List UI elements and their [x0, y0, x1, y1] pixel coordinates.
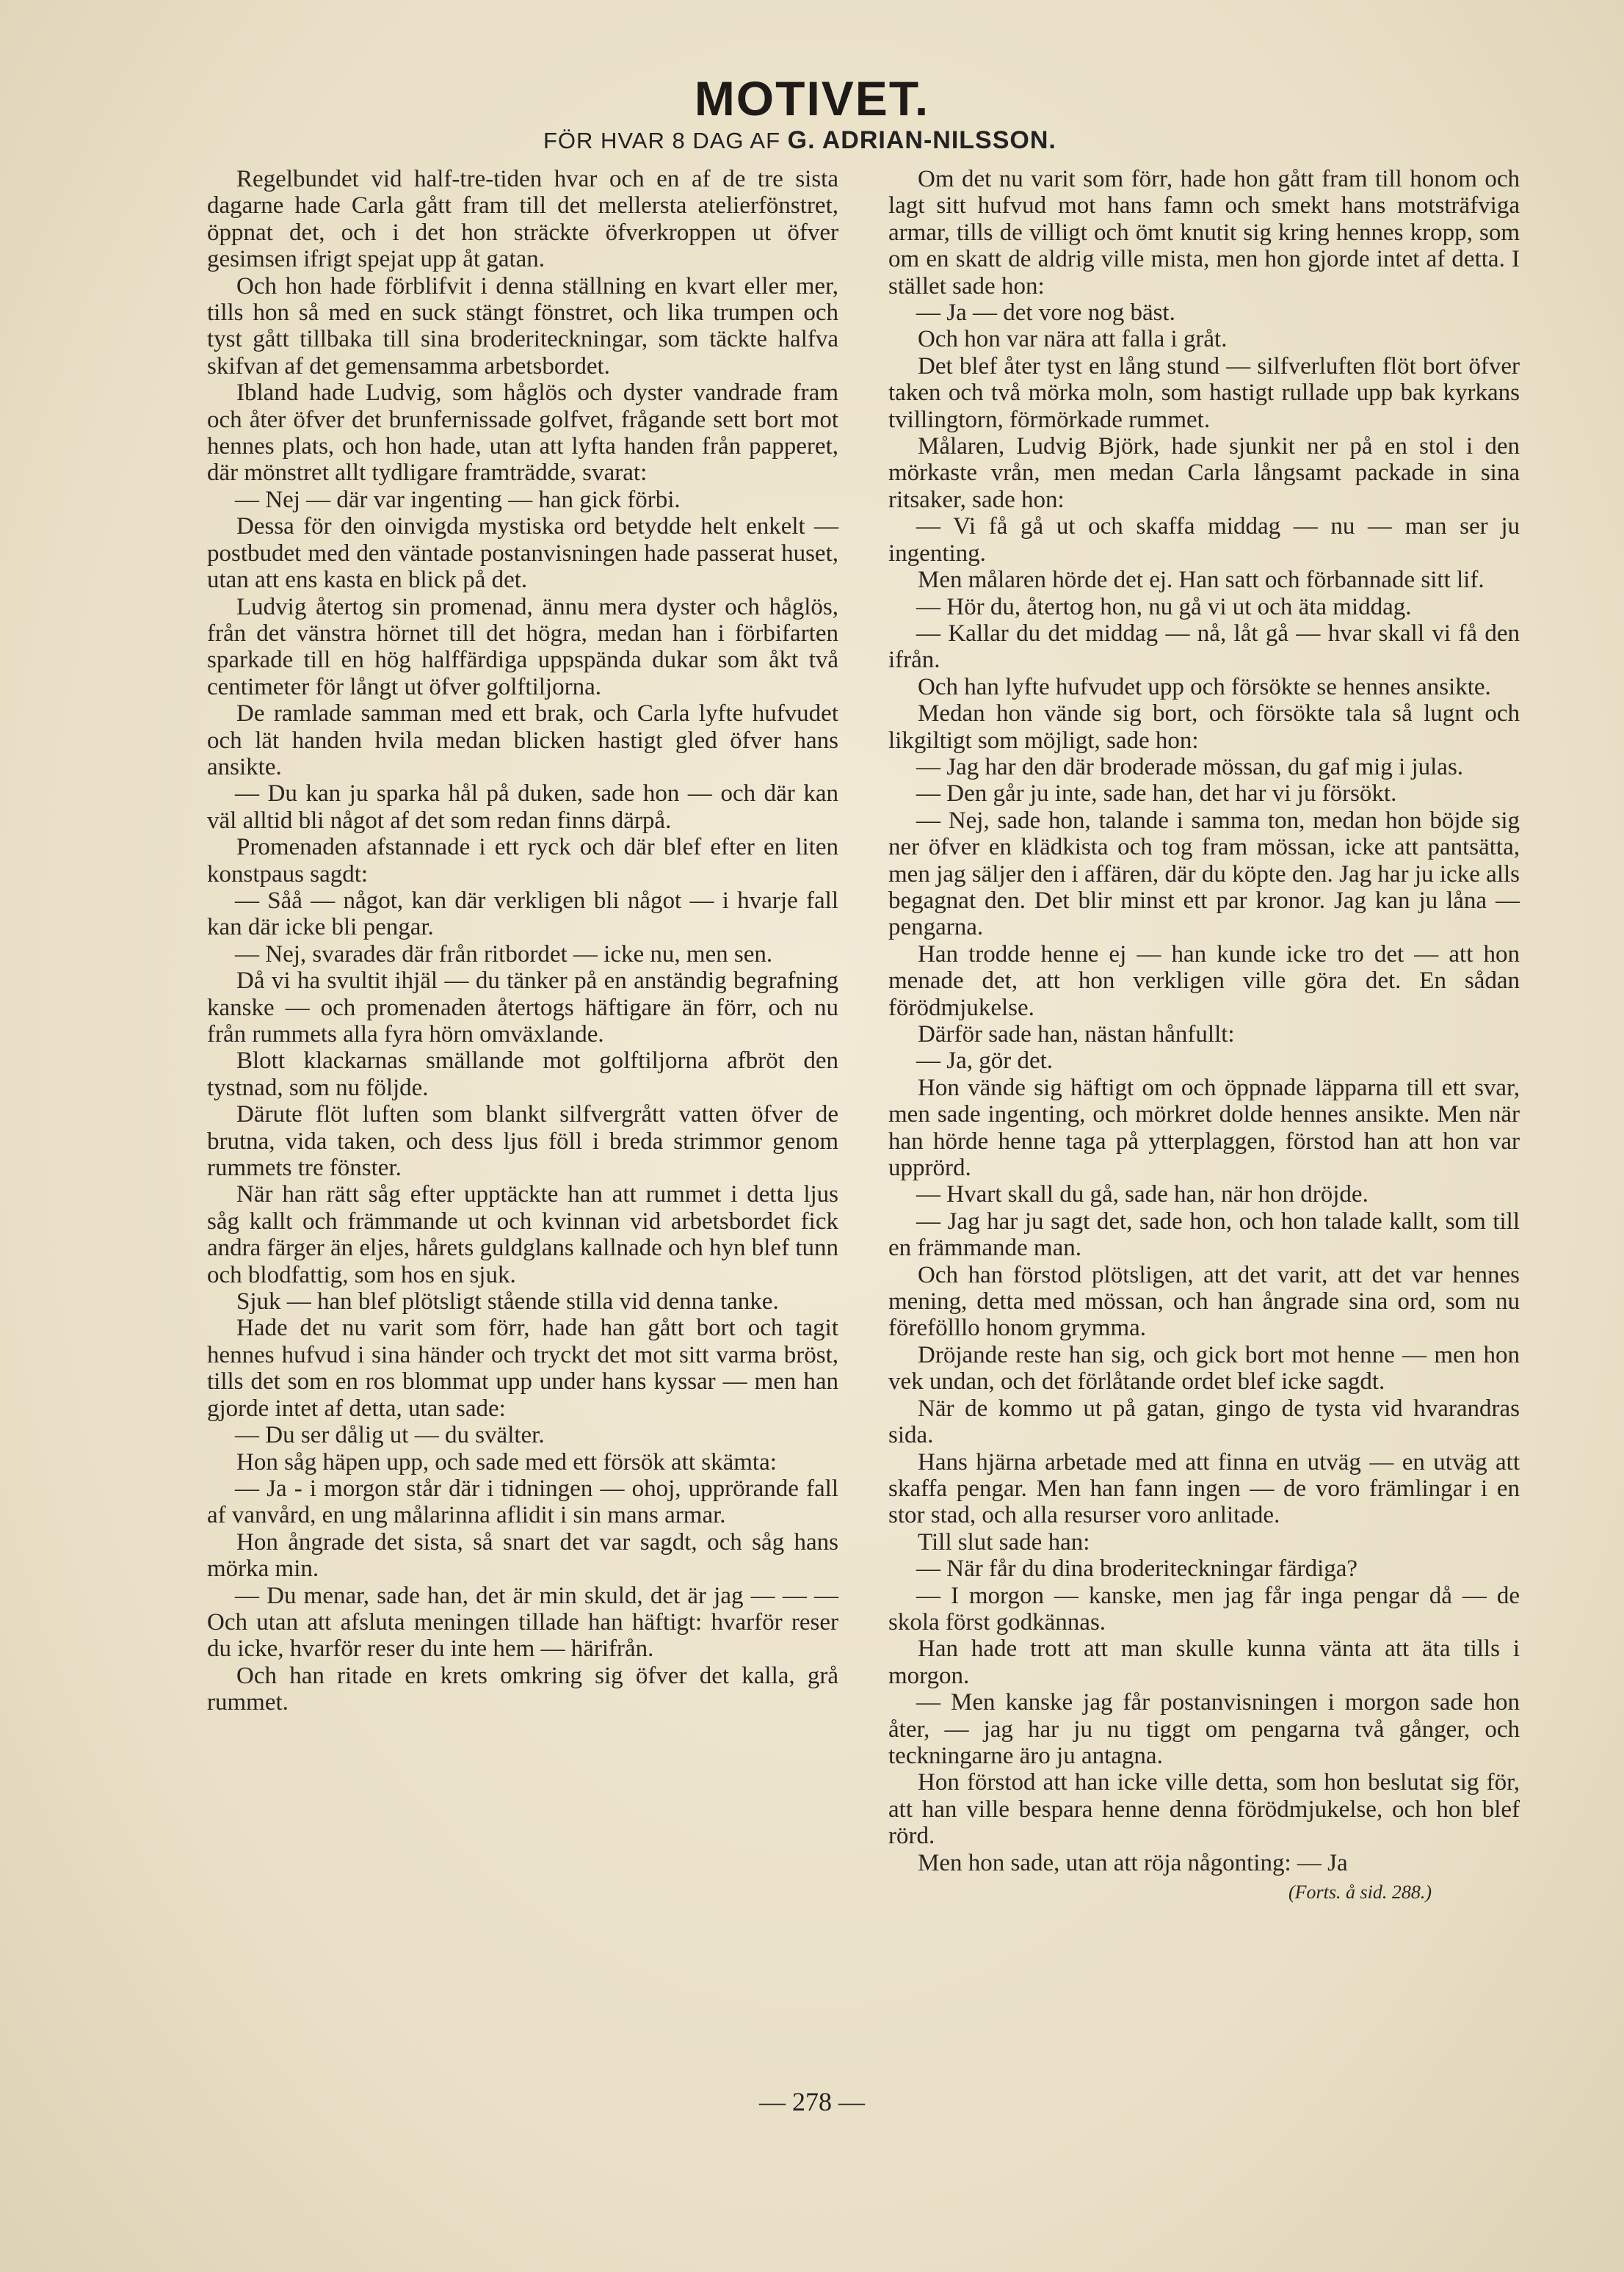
paragraph: Det blef åter tyst en lång stund — silfverluften flöt bort öfver taken och två mörka moln, som hastigt rullade upp bak kyrkans tvillingtorn, förmörkade rummet.: [888, 352, 1520, 433]
paragraph: Ibland hade Ludvig, som håglös och dyster vandrade fram och åter öfver det brunfernissade golfvet, frågande sett bort mot hennes plats, och hon hade, utan att lyfta handen från papperet, där mönstret allt tydligare framträdde, svarat:: [207, 380, 838, 487]
paragraph: — I morgon — kanske, men jag får inga pengar då — de skola först godkännas.: [888, 1582, 1520, 1636]
paragraph: Han hade trott att man skulle kunna vänta att äta tills i morgon.: [888, 1636, 1520, 1689]
byline: [543, 126, 1056, 155]
paragraph: Blott klackarnas smällande mot golftiljorna afbröt den tystnad, som nu följde.: [207, 1048, 838, 1101]
paragraph: — Den går ju inte, sade han, det har vi ju försökt.: [916, 780, 1397, 807]
paragraph: — Såå — något, kan där verkligen bli något — i hvarje fall kan där icke bli pengar.: [207, 887, 838, 941]
paragraph: Och hon hade förblifvit i denna ställning en kvart eller mer, tills hon så med en suck stängt fönstret, och lika trumpen och tyst gått tillbaka till sina broderiteckningar, som täckte halfva skifvan af det gemensamma arbetsbordet.: [207, 272, 838, 380]
paragraph: Promenaden afstannade i ett ryck och där blef efter en liten konstpaus sagdt:: [207, 834, 838, 888]
paragraph: Då vi ha svultit ihjäl — du tänker på en anständig begrafning kanske — och promenaden återtogs häftigare än förr, och nu från rummets alla fyra hörn omväxlande.: [207, 968, 838, 1048]
paragraph: — Jag har den där broderade mössan, du gaf mig i julas.: [916, 753, 1464, 780]
paragraph: Därför sade han, nästan hånfullt:: [918, 1021, 1235, 1048]
paragraph: — Ja — det vore nog bäst.: [916, 300, 1175, 327]
byline-prefix: FÖR HVAR 8 DAG AF: [543, 128, 781, 153]
paragraph: Och han ritade en krets omkring sig öfver det kalla, grå rummet.: [207, 1662, 838, 1716]
paragraph: — Du ser dålig ut — du svälter.: [235, 1422, 545, 1449]
paragraph: Till slut sade han:: [918, 1528, 1090, 1556]
paragraph: Och hon var nära att falla i gråt.: [918, 326, 1228, 353]
paragraph: Medan hon vände sig bort, och försökte tala så lugnt och likgiltigt som möjligt, sade hon:: [888, 700, 1520, 754]
paragraph: När de kommo ut på gatan, gingo de tysta vid hvarandras sida.: [888, 1395, 1520, 1449]
paragraph: — Du kan ju sparka hål på duken, sade hon — och där kan väl alltid bli något af det som redan finns därpå.: [207, 780, 838, 834]
page-number: — 278 —: [759, 2087, 865, 2116]
paragraph: Om det nu varit som förr, hade hon gått fram till honom och lagt sitt hufvud mot hans famn och smekt hans motsträfviga armar, tills de villigt och ömt knutit sig kring hennes kropp, som om en skatt de aldrig ville mista, men hon gjorde intet af detta. I stället sade hon:: [888, 166, 1520, 300]
paragraph: Hon ångrade det sista, så snart det var sagdt, och såg hans mörka min.: [207, 1528, 838, 1583]
paragraph: Hon såg häpen upp, och sade med ett försök att skämta:: [236, 1448, 777, 1476]
paragraph: Men hon sade, utan att röja någonting: — Ja: [918, 1849, 1348, 1876]
paragraph: — Nej — där var ingenting — han gick förbi.: [235, 486, 681, 513]
paragraph: — Nej, sade hon, talande i samma ton, medan hon böjde sig ner öfver en klädkista och tog fram mössan, icke att pantsätta, men jag säljer den i affären, där du köpte den. Jag har ju icke alls begagnat den. Det blir minst ett par kronor. Jag kan ju låna — pengarna.: [888, 807, 1520, 941]
paragraph: När han rätt såg efter upptäckte han att rummet i detta ljus såg kallt och främmande ut och kvinnan vid arbetsbordet fick andra färger än eljes, hårets guldglans kallnade och hyn blef tunn och blodfattig, som hos en sjuk.: [207, 1181, 838, 1288]
paragraph: — Men kanske jag får postanvisningen i morgon sade hon åter, — jag har ju nu tiggt om pengarna två gånger, och teckningarne äro ju antagna.: [888, 1689, 1520, 1769]
paragraph: — När får du dina broderiteckningar färdiga?: [916, 1556, 1358, 1583]
paragraph: — Hvart skall du gå, sade han, när hon dröjde.: [916, 1181, 1369, 1208]
paragraph: — Ja, gör det.: [916, 1048, 1054, 1075]
paragraph: Ludvig återtog sin promenad, ännu mera dyster och håglös, från det vänstra hörnet till det högra, medan han i förbifarten sparkade till en hög halffärdiga uppspända dukar som åkt två centimeter för långt ut öfver golftiljorna.: [207, 593, 838, 700]
paragraph: Han trodde henne ej — han kunde icke tro det — att hon menade det, att hon verkligen ville göra det. En sådan förödmjukelse.: [888, 940, 1520, 1021]
paragraph: — Vi få gå ut och skaffa middag — nu — man ser ju ingenting.: [888, 513, 1520, 567]
paragraph: Sjuk — han blef plötsligt stående stilla vid denna tanke.: [236, 1288, 779, 1315]
left-text-column: [207, 166, 838, 1716]
paragraph: Målaren, Ludvig Björk, hade sjunkit ner på en stol i den mörkaste vrån, men medan Carla långsamt packade in sina ritsaker, sade hon:: [888, 433, 1520, 513]
paragraph: — Du menar, sade han, det är min skuld, det är jag — — — Och utan att afsluta meningen tillade han häftigt: hvarför reser du icke, hvarför reser du inte hem — härifrån.: [207, 1582, 838, 1663]
paragraph: Hon förstod att han icke ville detta, som hon beslutat sig för, att han ville bespara henne denna förödmjukelse, och hon blef rörd.: [888, 1769, 1520, 1850]
paragraph: De ramlade samman med ett brak, och Carla lyfte hufvudet och lät handen hvila medan blicken hastigt gled öfver hans ansikte.: [207, 700, 838, 780]
paragraph: — Nej, svarades där från ritbordet — icke nu, men sen.: [235, 940, 773, 968]
continued-note: (Forts. å sid. 288.): [1288, 1881, 1432, 1903]
paragraph: Regelbundet vid half-tre-tiden hvar och en af de tre sista dagarne hade Carla gått fram till det mellersta atelierfönstret, öppnat det, och i det hon sträckte öfverkroppen ut öfver gesimsen ifrigt spejat upp åt gatan.: [207, 166, 838, 273]
paragraph: Och han förstod plötsligen, att det varit, att det var hennes mening, detta med mössan, och han ångrade sina ord, som nu förefölllo honom grymma.: [888, 1261, 1520, 1342]
paragraph: Hon vände sig häftigt om och öppnade läpparna till ett svar, men sade ingenting, och mörkret dolde hennes ansikte. Men när han hörde henne taga på ytterplaggen, förstod han att hon var upprörd.: [888, 1074, 1520, 1182]
paragraph: Hans hjärna arbetade med att finna en utväg — en utväg att skaffa pengar. Men han fann ingen — de voro främlingar i en stor stad, och alla resurser voro anlitade.: [888, 1448, 1520, 1529]
paragraph: — Kallar du det middag — nå, låt gå — hvar skall vi få den ifrån.: [888, 620, 1520, 674]
paragraph: — Jag har ju sagt det, sade hon, och hon talade kallt, som till en främmande man.: [888, 1208, 1520, 1262]
paragraph: — Hör du, återtog hon, nu gå vi ut och äta middag.: [916, 593, 1412, 620]
paragraph: Dröjande reste han sig, och gick bort mot henne — men hon vek undan, och det förlåtande ordet blef icke sagdt.: [888, 1341, 1520, 1395]
paragraph: Men målaren hörde det ej. Han satt och förbannade sitt lif.: [918, 567, 1485, 594]
paragraph: Hade det nu varit som förr, hade han gått bort och tagit hennes hufvud i sina händer och tryckt det mot sitt varma bröst, tills det som en ros blommat upp under hans kyssar — men han gjorde intet af detta, utan sade:: [207, 1315, 838, 1422]
paragraph: Och han lyfte hufvudet upp och försökte se hennes ansikte.: [918, 673, 1491, 700]
right-text-column: [888, 166, 1520, 1906]
byline-author: G. ADRIAN-NILSSON.: [787, 126, 1056, 154]
paragraph: Dessa för den oinvigda mystiska ord betydde helt enkelt — postbudet med den väntade postanvisningen hade passerat huset, utan att ens kasta en blick på det.: [207, 513, 838, 594]
article-title: MOTIVET.: [694, 71, 930, 126]
paragraph: — Ja - i morgon står där i tidningen — ohoj, upprörande fall af vanvård, en ung målarinna aflidit i sin mans armar.: [207, 1475, 838, 1529]
paragraph: Därute flöt luften som blankt silfvergrått vatten öfver de brutna, vida taken, och dess ljus föll i breda strimmor genom rummets tre fönster.: [207, 1101, 838, 1182]
